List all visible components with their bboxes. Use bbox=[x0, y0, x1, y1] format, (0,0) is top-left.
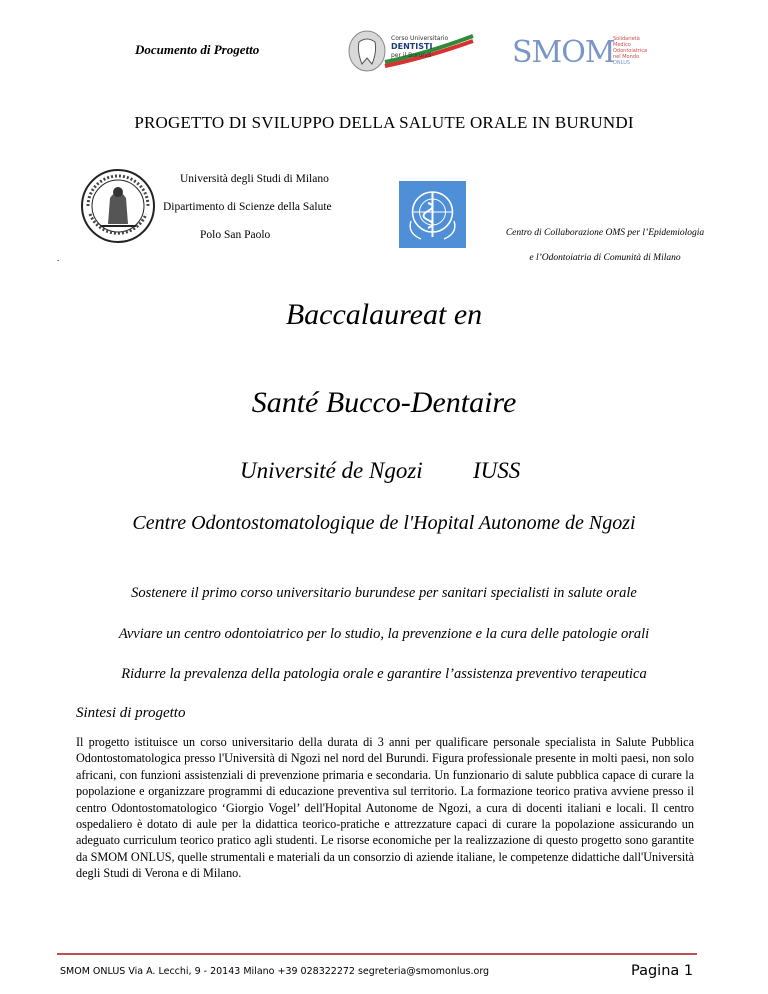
smom-logo-text: SMOM bbox=[512, 35, 615, 70]
smom-logo bbox=[512, 32, 652, 72]
dentisti-line3: per il Burundi bbox=[391, 52, 432, 59]
who-emblem-icon bbox=[399, 181, 466, 248]
page-number: Pagina 1 bbox=[631, 963, 694, 979]
sintesi-heading: Sintesi di progetto bbox=[76, 705, 186, 721]
dentisti-line1: Corso Universitario bbox=[391, 35, 449, 42]
smom-sub2: Medico bbox=[613, 42, 631, 48]
sintesi-paragraph: Il progetto istituisce un corso universitario della durata di 3 anni per qualificare personale specialista in Salute Pubblica Odontostomatologica presso l'Università di Ngozi nel nord del Burundi. Figura professionale presente in molti paesi, non solo africani, con funzioni assistenziali di prevenzione primaria e secondaria. Un funzionario di salute pubblica capace di curare la popolazione e organizzare programmi di educazione preventiva sul territorio. La formazione teorico prativa avviene presso il centro Odontostomatologico ‘Giorgio Vogel’ dell'Hopital Autonome de Ngozi, a cura di docenti italiani e locali. Il centro ospedaliero è dotato di aule per la didattica teorico-pratiche e attrezzature capaci di curare la popolazione assicurando un adeguato curriculum teorico pratico agli studenti. Le risorse economiche per la realizzazione di questo progetto sono garantite da SMOM ONLUS, quelle strumentali e materiali da un consorzio di aziende italiane, le competenze didattiche dall'Università degli Studi di Verona e di Milano. bbox=[76, 735, 694, 881]
degree-title-line1: Baccalaureat en bbox=[285, 298, 483, 331]
dentisti-burundi-logo bbox=[345, 28, 475, 74]
smom-sub5: ONLUS bbox=[613, 60, 631, 66]
department-name: Dipartimento di Scienze della Salute bbox=[163, 201, 332, 213]
smom-sub4: nel Mondo bbox=[613, 54, 639, 60]
centre-title: Centre Odontostomatologique de l'Hopital Autonome de Ngozi bbox=[132, 512, 636, 534]
institution-iuss: IUSS bbox=[473, 458, 521, 483]
degree-title-line2: Santé Bucco-Dentaire bbox=[251, 386, 517, 419]
project-title: PROGETTO DI SVILUPPO DELLA SALUTE ORALE IN BURUNDI bbox=[134, 113, 634, 132]
university-name: Università degli Studi di Milano bbox=[180, 173, 329, 185]
oms-center-line1: Centro di Collaborazione OMS per l’Epidemiologia bbox=[505, 228, 705, 238]
goal-item: Sostenere il primo corso universitario burundese per sanitari specialisti in salute orale bbox=[131, 585, 637, 601]
institution-ngozi: Université de Ngozi bbox=[240, 458, 423, 483]
footer-rule bbox=[57, 953, 697, 955]
smom-sub1: Solidarietà bbox=[613, 36, 640, 42]
document-label: Documento di Progetto bbox=[135, 42, 260, 57]
campus-name: Polo San Paolo bbox=[200, 229, 271, 241]
footer-contact: SMOM ONLUS Via A. Lecchi, 9 - 20143 Milano +39 028322272 segreteria@smomonlus.org bbox=[60, 966, 490, 977]
smom-sub3: Odontoiatrica bbox=[613, 48, 648, 54]
goal-item: Avviare un centro odontoiatrico per lo studio, la prevenzione e la cura delle patologie orali bbox=[118, 626, 650, 642]
university-seal-icon bbox=[80, 168, 156, 244]
goal-item: Ridurre la prevalenza della patologia orale e garantire l’assistenza preventivo terapeutica bbox=[121, 666, 647, 682]
oms-center-line2: e l’Odontoiatria di Comunità di Milano bbox=[529, 253, 681, 263]
dentisti-line2: DENTISTI bbox=[391, 42, 433, 51]
stray-dot: . bbox=[57, 253, 60, 263]
